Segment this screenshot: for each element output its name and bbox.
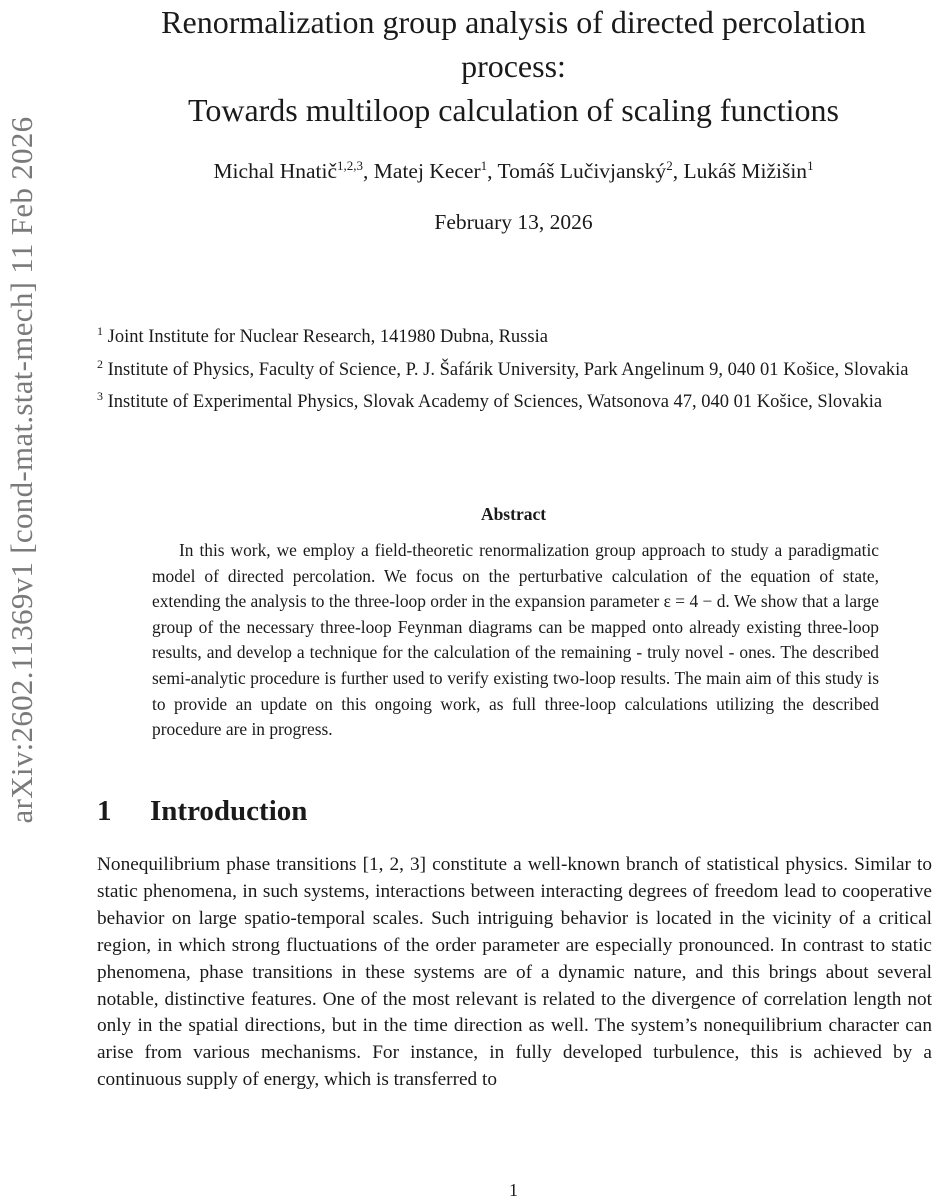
affiliation-list bbox=[97, 318, 932, 416]
author-affil-marker: 2 bbox=[666, 158, 673, 173]
arxiv-side-stamp bbox=[0, 0, 44, 940]
section-title: Introduction bbox=[150, 795, 308, 827]
author: Matej Kecer$^1$, bbox=[373, 158, 498, 184]
author: Michal Hnatič$^{1,2,3}$, bbox=[213, 158, 374, 184]
title-line-1: Renormalization group analysis of directed percolation bbox=[161, 4, 866, 40]
affiliation-item: $^3$ Institute of Experimental Physics, Slovak Academy of Sciences, Watsonova 47, 040 01 Košice, Slovakia bbox=[97, 389, 883, 413]
abstract-text: In this work, we employ a field-theoretic renormalization group approach to study a paradigmatic model of directed percolation. We focus on the perturbative calculation of the equation of state, extending the analysis to the three-loop order in the expansion parameter ε = 4 − d. We show that a large group of the necessary three-loop Feynman diagrams can be mapped onto already existing three-loop results, and develop a technique for the calculation of the remaining - truly novel - ones. The described semi-analytic procedure is further used to verify existing two-loop results. The main aim of this study is to provide an update on this ongoing work, as full three-loop calculations utilizing the described procedure are in progress. bbox=[152, 540, 879, 740]
author-affil-marker: 1 bbox=[480, 158, 488, 173]
title-line-2: process: bbox=[461, 48, 566, 84]
page-number: 1 bbox=[509, 1180, 518, 1200]
affiliation-item: $^1$ Joint Institute for Nuclear Research, 141980 Dubna, Russia bbox=[97, 324, 548, 348]
author-list bbox=[95, 158, 932, 184]
publication-date: February 13, 2026 bbox=[434, 210, 593, 234]
author: Tomáš Lučivjanský$^2$, bbox=[497, 158, 684, 184]
author-affil-marker: 1 bbox=[807, 158, 814, 173]
paper-title bbox=[95, 0, 932, 132]
affiliation-item: $^2$ Institute of Physics, Faculty of Science, P. J. Šafárik University, Park Angelinum 9, 040 01 Košice, Slovakia bbox=[97, 356, 909, 380]
author-affil-marker: 1,2,3 bbox=[337, 158, 364, 173]
arxiv-identifier: arXiv:2602.11369v1 [cond-mat.stat-mech] 11 Feb 2026 bbox=[4, 116, 39, 824]
section-heading bbox=[97, 795, 307, 828]
section-number: 1 bbox=[97, 795, 112, 827]
abstract-heading: Abstract bbox=[480, 504, 547, 524]
author: Lukáš Mižišin$^1$ bbox=[683, 158, 814, 184]
title-line-3: Towards multiloop calculation of scaling functions bbox=[188, 92, 839, 128]
introduction-paragraph: Nonequilibrium phase transitions [1, 2, 3] constitute a well-known branch of statistical physics. Similar to static phenomena, in such systems, interactions between interacting degrees of freedom lead to cooperative behavior on large spatio-temporal scales. Such intriguing behavior is located in the vicinity of a critical region, in which strong fluctuations of the order parameter are especially pronounced. In contrast to static phenomena, phase transitions in these systems are of a dynamic nature, and this brings about several notable, distinctive features. One of the most relevant is related to the divergence of correlation length not only in the spatial directions, but in the time direction as well. The system’s nonequilibrium character can arise from various mechanisms. For instance, in fully developed turbulence, this is achieved by a continuous supply of energy, which is transferred to bbox=[97, 854, 932, 1091]
